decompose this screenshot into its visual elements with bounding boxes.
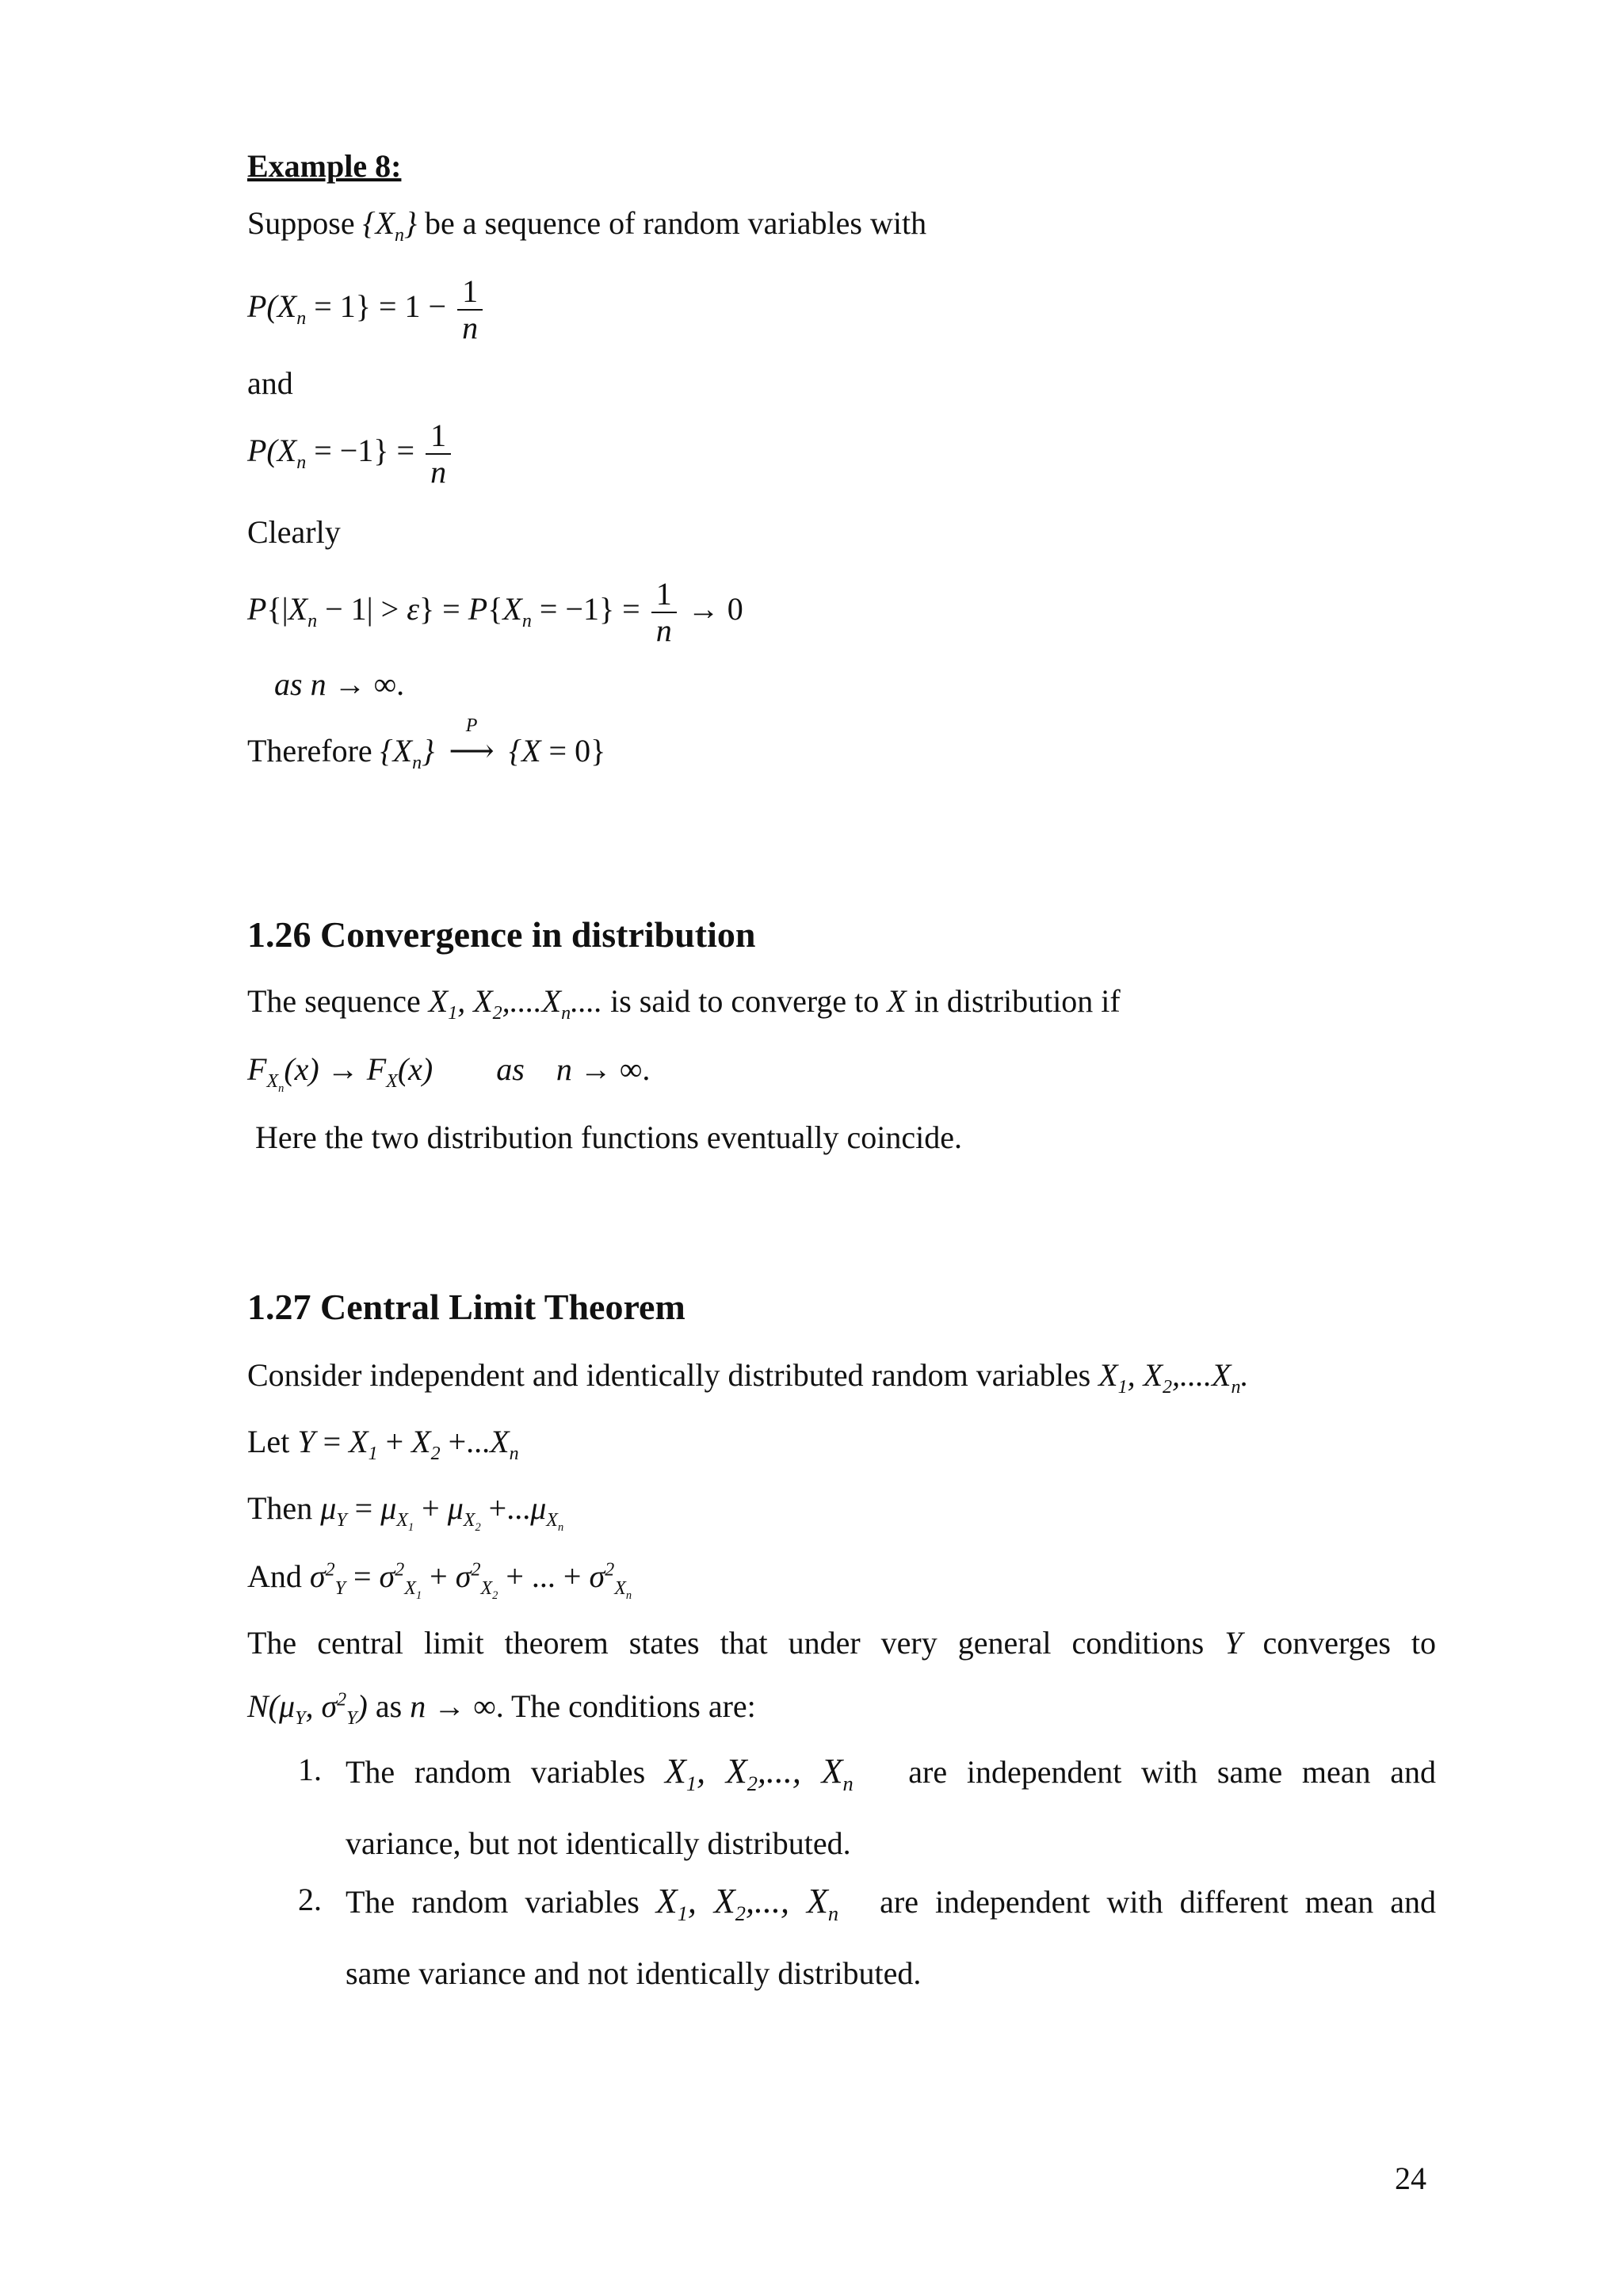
equation-distribution-convergence: $F_{X_n}(x) \to F_X(x)$ as n → ∞. <box>247 1051 651 1095</box>
equation-p-xn-equals-1: $P(X_n = 1\} = 1$ − $\frac{1}{n}$ <box>247 274 486 345</box>
section-126-definition: The sequence $X_1$, $X_2,....X_n$.... is said to converge to X in distribution if <box>247 983 1121 1024</box>
clt-statement: The central limit theorem states that under very general conditions Y converges to <box>247 1625 1437 1661</box>
equation-p-xn-equals-minus-1: $P(X_n = -1\}$ = $\frac{1}{n}$ <box>247 418 454 490</box>
condition-1-number: 1. <box>298 1752 322 1787</box>
equation-convergence-probability: $P\{|X_n - 1| > \varepsilon\} = P\{X_n = -1\}$ = $\frac{1}{n}$ → 0 <box>247 576 743 648</box>
sequence-symbol: $\{X_n\}$ <box>362 205 418 246</box>
section-127-heading: 1.27 Central Limit Theorem <box>247 1287 685 1327</box>
as-n-to-infinity: as n → ∞. <box>274 666 405 702</box>
fraction-1-over-n: $\frac{1}{n}$ <box>457 274 483 345</box>
condition-2-text: are independent with different mean and <box>880 1884 1436 1920</box>
let-equation: Let $Y = X_1 + X_2 +...X_n$ <box>247 1424 519 1464</box>
and-label: and <box>247 365 293 401</box>
fraction-1-over-n: $\frac{1}{n}$ <box>651 577 677 648</box>
intro-text: Suppose <box>247 205 355 241</box>
therefore-line: Therefore $\{X_n\}$ P ⟶ {X = 0} <box>247 715 606 773</box>
fraction-1-over-n: $\frac{1}{n}$ <box>426 418 451 490</box>
clearly-label: Clearly <box>247 514 341 550</box>
example-intro <box>247 204 927 246</box>
intro-text-2: be a sequence of random variables with <box>425 205 927 241</box>
therefore-label: Therefore <box>247 733 372 769</box>
section-126-heading: 1.26 Convergence in distribution <box>247 914 756 955</box>
then-equation: Then $\mu_Y = \mu_{X_1} + \mu_{X_2} +...\mu_{X_n}$ <box>247 1490 564 1534</box>
condition-2-number: 2. <box>298 1882 322 1917</box>
and-equation: And $\sigma^2_Y = \sigma^2_{X_1} + \sigma^2_{X_2}$ + ... + $\sigma^2_{X_n}$ <box>247 1558 632 1602</box>
page-number: 24 <box>1395 2161 1426 2196</box>
condition-2: The random variables $X_1$, $X_2$,..., $X_n$ are independent with different mean and same variance and not identically distributed. <box>346 1882 1436 1991</box>
clt-statement-continued: $N(\mu_Y$, $\sigma^2_Y$) as n → ∞. The conditions are: <box>247 1688 756 1729</box>
condition-1-text: are independent with same mean and <box>908 1754 1436 1790</box>
section-127-intro: Consider independent and identically distributed random variables $X_1$, $X_2,....X_n$. <box>247 1357 1249 1398</box>
example-heading: Example 8: <box>247 148 402 184</box>
section-126-remark: Here the two distribution functions eventually coincide. <box>255 1119 962 1155</box>
convergence-arrow: P ⟶ <box>449 715 495 769</box>
condition-1: The random variables $X_1$, $X_2$,..., $X_n$ are independent with same mean and variance, but not identically distributed. <box>346 1752 1436 1861</box>
